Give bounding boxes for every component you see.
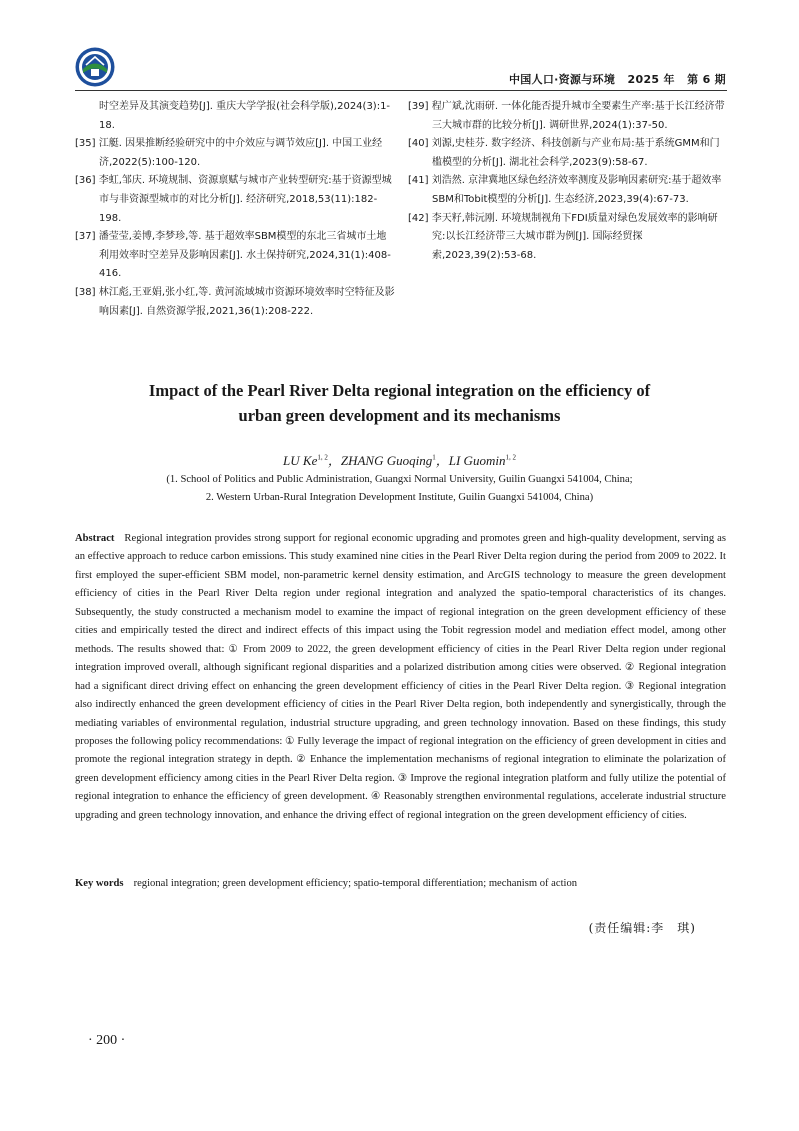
references-right-column	[408, 98, 726, 265]
journal-logo-icon	[74, 46, 116, 88]
article-title-line: urban green development and its mechanisms	[238, 406, 561, 425]
author-affiliation-mark: 1, 2	[317, 453, 328, 462]
author-name: LI Guomin	[448, 453, 506, 468]
article-title	[0, 378, 799, 428]
author-list	[0, 450, 799, 469]
editor-note: (责任编辑:李 琪)	[588, 921, 696, 935]
reference-item: [41] 刘浩然. 京津冀地区绿色经济效率测度及影响因素研究:基于超效率SBM和Tobit模型的分析[J]. 生态经济,2023,39(4):67-73.	[408, 175, 722, 205]
keywords-label: Key words	[75, 878, 124, 889]
author-separator: ，	[435, 453, 449, 468]
journal-name: 中国人口·资源与环境	[508, 73, 616, 86]
author-affiliation-mark: 1, 2	[505, 453, 516, 462]
page-number: · 200 ·	[88, 1033, 126, 1048]
header-rule	[75, 90, 727, 91]
author-name: ZHANG Guoqing	[340, 453, 433, 468]
abstract-label: Abstract	[75, 533, 115, 544]
abstract-text: Regional integration provides strong support for regional economic upgrading and promotes green and high-quality development, serving as an effective approach to reduce carbon emissions. This study examined nine cities in the Pearl River Delta region during the period from 2009 to 2022. It first employed the super-efficient SBM model, non-parametric kernel density estimation, and ArcGIS technology to measure the green development efficiency of cities in the Pearl River Delta region under regional integration and analyzed the spatio-temporal characteristics of its changes. Subsequently, the study constructed a mechanism model to examine the impact of regional integration on the green development efficiency of these cities and empirically tested the direct and indirect effects of this impact using the Tobit regression model and mediation effect model, among other methods. The results showed that: ① From 2009 to 2022, the green development efficiency of cities in the Pearl River Delta region under regional integration improved overall, although significant regional disparities and a polarized distribution among cities were observed. ② Regional integration had a significant direct driving effect on enhancing the green development efficiency of cities in the Pearl River Delta region. ③ Regional integration also indirectly enhanced the green development efficiency of cities in the Pearl River Delta region, both independently and synergistically, through the mediating variables of environmental regulation, industrial structure upgrading, and green technology innovation. Based on these findings, this study proposes the following policy recommendations: ① Fully leverage the impact of regional integration on the efficiency of green development in cities and promote the regional integration strategy in depth. ② Enhance the implementation mechanisms of regional integration to eliminate the polarization of green development efficiency among cities in the Pearl River Delta region. ③ Improve the regional integration platform and fully utilize the potential of regional integration to enhance the efficiency of green development. ④ Reasonably strengthen environmental regulations, accelerate industrial structure upgrading and green technology innovation, and enhance the driving effect of regional integration on the green development efficiency of cities.	[75, 533, 726, 821]
reference-item: [39] 程广斌,沈雨研. 一体化能否提升城市全要素生产率:基于长江经济带三大城市群的比较分析[J]. 调研世界,2024(1):37-50.	[408, 101, 725, 131]
author-affiliation-mark: 1	[432, 453, 436, 462]
reference-item: 时空差异及其演变趋势[J]. 重庆大学学报(社会科学版),2024(3):1-18.	[99, 101, 391, 131]
author-separator: ，	[327, 453, 341, 468]
references-left-column	[75, 98, 395, 321]
keywords	[75, 878, 726, 889]
reference-item: [35] 江艇. 因果推断经验研究中的中介效应与调节效应[J]. 中国工业经济,2022(5):100-120.	[75, 138, 383, 168]
abstract	[75, 530, 726, 825]
keywords-text: regional integration; green development efficiency; spatio-temporal differentiation; mechanism of action	[133, 878, 578, 889]
journal-running-header	[509, 71, 726, 87]
reference-item: [37] 潘莹莹,姜博,李梦珍,等. 基于超效率SBM模型的东北三省城市土地利用效率时空差异及影响因素[J]. 水土保持研究,2024,31(1):408-416.	[75, 231, 391, 280]
affiliation-line-1: (1. School of Politics and Public Administration, Guangxi Normal University, Guilin Guangxi 541004, China;	[166, 474, 633, 485]
affiliation-line-2: 2. Western Urban-Rural Integration Development Institute, Guilin Guangxi 541004, China)	[205, 492, 594, 503]
reference-item: [40] 刘源,史桂芬. 数字经济、科技创新与产业布局:基于系统GMM和门槛模型的分析[J]. 湖北社会科学,2023(9):58-67.	[408, 138, 720, 168]
journal-year: 2025 年	[627, 73, 675, 86]
reference-item: [36] 李虹,邹庆. 环境规制、资源禀赋与城市产业转型研究:基于资源型城市与非资源型城市的对比分析[J]. 经济研究,2018,53(11):182-198.	[75, 175, 392, 224]
article-title-line: Impact of the Pearl River Delta regional integration on the efficiency of	[148, 381, 651, 400]
reference-item: [42] 李天籽,韩沅刚. 环境规制视角下FDI质量对绿色发展效率的影响研究:以长江经济带三大城市群为例[J]. 国际经贸探索,2023,39(2):53-68.	[408, 212, 718, 261]
reference-item: [38] 林江彪,王亚娟,张小红,等. 黄河流域城市资源环境效率时空特征及影响因素[J]. 自然资源学报,2021,36(1):208-222.	[75, 286, 395, 317]
journal-issue: 第 6 期	[687, 73, 726, 86]
author-name: LU Ke	[283, 453, 318, 468]
